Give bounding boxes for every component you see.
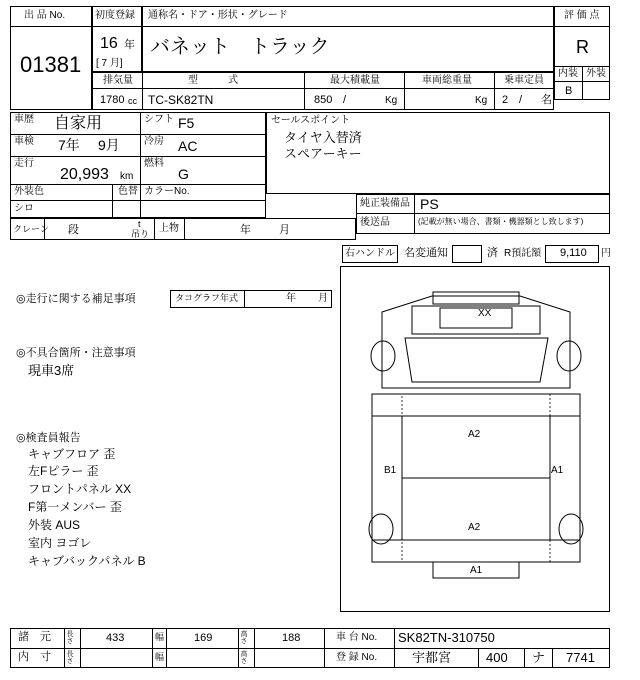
model-code-label: 型 式 xyxy=(188,75,238,86)
inspector-item: フロントパネル XX xyxy=(28,482,132,496)
cc-unit: cc xyxy=(128,96,137,106)
yen-unit: 円 xyxy=(601,248,611,259)
height-label: 高さ xyxy=(240,630,247,644)
inspection-month: 9月 xyxy=(98,137,120,153)
tachograph-label: タコグラフ年式 xyxy=(175,293,239,303)
color-no-label: カラーNo. xyxy=(144,186,190,197)
height-value: 188 xyxy=(282,632,301,644)
name-change-box xyxy=(452,245,482,263)
max-load-slash: / xyxy=(343,94,347,106)
driving-notes-label: ◎走行に関する補足事項 xyxy=(16,293,136,305)
plate-kana: ナ xyxy=(532,650,546,665)
fuel-label: 燃料 xyxy=(144,158,164,169)
ac: AC xyxy=(178,138,198,154)
mark-left-side: B1 xyxy=(384,465,397,476)
defects-label: ◎不具合箇所・注意事項 xyxy=(16,347,136,359)
capacity-slash: / xyxy=(519,94,523,106)
lot-no-label: 出 品 No. xyxy=(24,10,66,21)
interior-score: B xyxy=(565,85,573,97)
aftermarket-label: 後送品 xyxy=(360,217,390,228)
plate-class: 400 xyxy=(486,650,508,665)
plate-region: 宇都宮 xyxy=(412,650,452,665)
inspector-item: F第一メンバー 歪 xyxy=(28,500,122,514)
crane-step: 段 xyxy=(68,224,79,236)
mileage: 20,993 xyxy=(60,166,109,183)
mark-bed-lower: A2 xyxy=(468,522,481,533)
fuel: G xyxy=(178,166,189,182)
first-reg-year-char: 年 xyxy=(124,39,135,51)
sales-point-line-2: スペアーキー xyxy=(284,146,362,161)
plate-label: 登 録 No. xyxy=(336,652,378,663)
shift-label: シフト xyxy=(144,114,174,125)
mark-bed-upper: A2 xyxy=(468,429,481,440)
tachograph-month: 月 xyxy=(318,293,328,304)
model-name: バネット トラック xyxy=(150,36,330,58)
exterior-score-label: 外装 xyxy=(586,68,606,79)
inspector-item: キャブバックパネル B xyxy=(28,554,146,568)
interior-score-label: 内装 xyxy=(558,68,578,79)
upper-month: 月 xyxy=(279,224,290,236)
first-reg-label: 初度登録 xyxy=(95,10,135,21)
max-load-unit: Kg xyxy=(385,95,398,106)
displacement-label: 排気量 xyxy=(103,75,133,86)
mileage-label: 走行 xyxy=(14,158,34,169)
interior-dims-label: 内 寸 xyxy=(18,651,51,663)
genuine-equipment-label: 純正装備品 xyxy=(360,198,410,209)
inspector-item: 左Fピラー 歪 xyxy=(28,464,99,478)
inspector-item: キャブフロア 歪 xyxy=(28,447,116,461)
first-reg-month: [ 7 月] xyxy=(96,58,123,69)
max-load-label: 最大積載量 xyxy=(330,75,380,86)
inspector-report-label: ◎検査員報告 xyxy=(16,432,81,444)
dimensions-label: 諸 元 xyxy=(18,631,51,643)
crane-row xyxy=(10,218,356,240)
gross-weight-unit: Kg xyxy=(475,95,488,106)
width-value: 169 xyxy=(194,632,213,644)
score-label: 評 価 点 xyxy=(564,10,600,21)
crane-ton: t xyxy=(138,219,141,229)
shift: F5 xyxy=(178,115,195,131)
model-name-label: 通称名・ドア・形状・グレード xyxy=(148,10,288,21)
inspection-year: 7年 xyxy=(58,137,80,153)
recycle-deposit-label: R預託額 xyxy=(504,248,542,259)
history-label: 車歴 xyxy=(14,114,34,125)
tachograph-year: 年 xyxy=(286,293,296,304)
displacement: 1780 xyxy=(100,94,125,106)
plate-number: 7741 xyxy=(566,650,595,665)
chassis-no-label: 車 台 No. xyxy=(336,632,378,643)
recycle-done-label: 済 xyxy=(487,247,498,259)
length-label-2: 長さ xyxy=(66,650,73,664)
length-label: 長さ xyxy=(66,630,73,644)
capacity-unit: 名 xyxy=(541,94,552,106)
genuine-equipment: PS xyxy=(420,196,439,212)
color-change-label: 色替 xyxy=(118,186,138,197)
length-value: 433 xyxy=(106,632,125,644)
crane-label: クレーン xyxy=(13,224,49,234)
width-label: 幅 xyxy=(155,632,165,642)
crane-hoist: 吊り xyxy=(131,229,150,239)
capacity-label: 乗車定員 xyxy=(504,75,544,86)
recycle-amount: 9,110 xyxy=(560,247,587,259)
ac-label: 冷房 xyxy=(144,136,164,147)
right-hand-drive: 右ハンドル xyxy=(345,248,395,259)
sales-point-label: セールスポイント xyxy=(271,115,351,126)
inspection-label: 車検 xyxy=(14,136,34,147)
aftermarket-note: (記載が無い場合、書類・機器類とし致します) xyxy=(418,217,584,226)
chassis-no: SK82TN-310750 xyxy=(398,630,495,645)
defect-note: 現車3席 xyxy=(28,363,75,378)
max-load: 850 xyxy=(314,94,333,106)
model-code: TC-SK82TN xyxy=(148,93,214,107)
height-label-2: 高さ xyxy=(240,650,247,664)
first-reg-year: 16 xyxy=(100,35,118,52)
score-value: R xyxy=(576,37,589,57)
gross-weight-label: 車両総重量 xyxy=(422,75,472,86)
history: 自家用 xyxy=(54,115,103,132)
width-label-2: 幅 xyxy=(155,652,165,662)
upper-body-label: 上物 xyxy=(159,223,179,234)
inspector-item: 外装 AUS xyxy=(28,518,81,532)
sales-point-line-1: タイヤ入替済 xyxy=(284,130,362,145)
ext-color: シロ xyxy=(14,203,34,214)
details-box xyxy=(10,112,266,218)
name-change-label: 名変通知 xyxy=(404,247,448,259)
inspector-item: 室内 ヨゴレ xyxy=(28,536,92,550)
lot-no: 01381 xyxy=(20,52,82,77)
upper-year: 年 xyxy=(240,224,251,236)
capacity: 2 xyxy=(502,94,509,106)
ext-color-label: 外装色 xyxy=(14,186,44,197)
mark-front: XX xyxy=(478,308,492,319)
mark-bed-rear: A1 xyxy=(470,565,483,576)
mark-right-side: A1 xyxy=(551,465,564,476)
km-unit: km xyxy=(120,171,134,182)
